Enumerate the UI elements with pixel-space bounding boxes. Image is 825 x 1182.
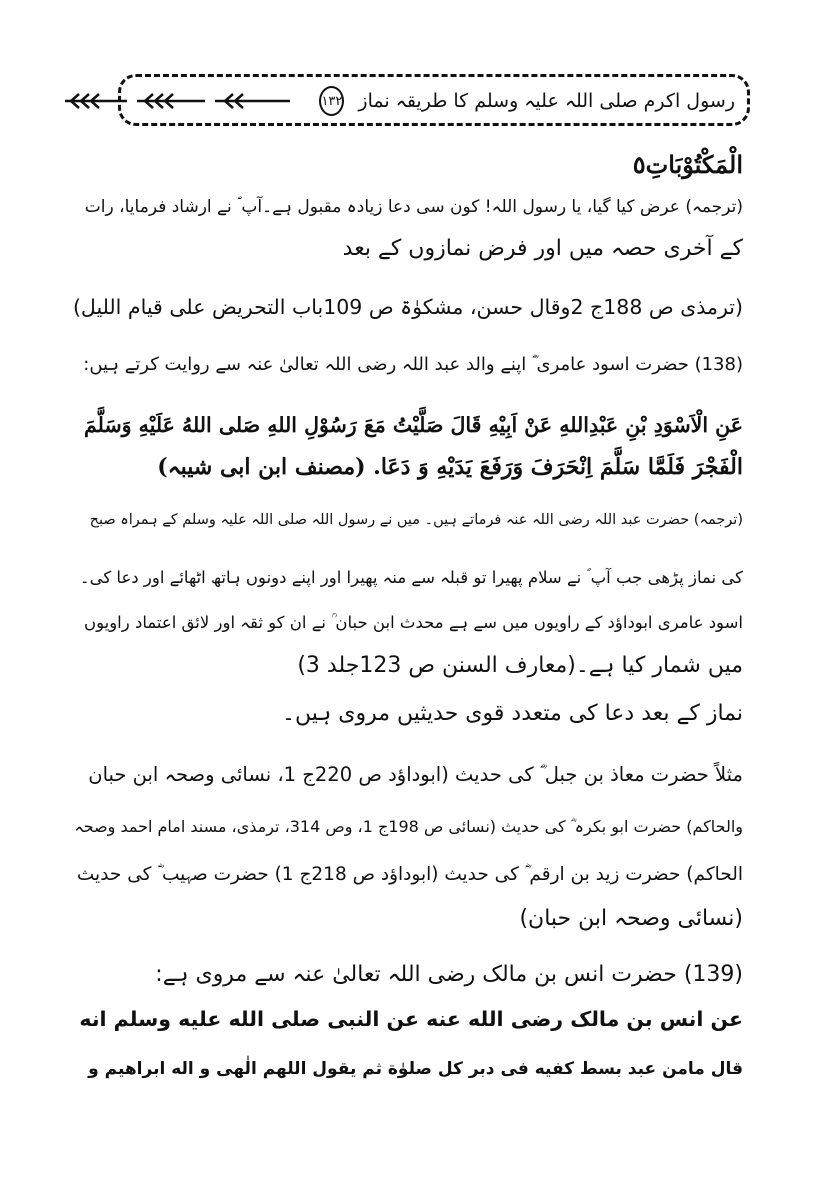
text-line: کے آخری حصہ میں اور فرض نمازوں کے بعد — [342, 236, 743, 261]
text-line: نماز کے بعد دعا کی متعدد قوی حدیثیں مروی ہیں۔ — [282, 701, 743, 726]
hadith-arabic-line: الْفَجْرَ فَلَمَّا سَلَّمَ اِنْحَرَفَ وَرَفَعَ يَدَيْهِ وَ دَعَا. (مصنف ابن ابی شیبہ) — [157, 454, 743, 480]
text-line: (ترجمہ) عرض کیا گیا، یا رسول اللہ! کون سی دعا زیادہ مقبول ہے۔آپ ؐ نے ارشاد فرمایا، رات — [84, 197, 743, 217]
text-line: الْمَكْتُوْبَاتِ٥ — [632, 150, 743, 179]
hadith-arabic-line: عن انس بن مالک رضی الله عنه عن النبی صلی الله علیه وسلم انه — [79, 1007, 743, 1031]
text-line: میں شمار کیا ہے۔(معارف السنن ص 123جلد 3) — [297, 653, 743, 678]
text-line: الحاکم) حضرت زید بن ارقم ؓ کی حدیث (ابوداؤد ص 218ج 1) حضرت صہیب ؓ کی حدیث — [76, 864, 743, 885]
running-header — [135, 86, 735, 116]
header-ornament — [65, 91, 295, 111]
reference-line: (ترمذی ص 188ج 2وقال حسن، مشکوٰۃ ص 109باب التحریض علی قیام اللیل) — [72, 295, 743, 319]
header-title: رسول اکرم صلی اللہ علیہ وسلم کا طریقہ نماز — [358, 90, 735, 112]
text-line: (139) حضرت انس بن مالک رضی اللہ تعالیٰ عنہ سے مروی ہے: — [155, 962, 743, 987]
text-line: (ترجمہ) حضرت عبد اللہ رضی اللہ عنہ فرماتے ہیں۔ میں نے رسول اللہ صلی اللہ علیہ وسلم کے ہمراہ صبح — [89, 512, 743, 528]
arrow-ornament-icon — [65, 91, 295, 111]
text-line: (نسائی وصحہ ابن حبان) — [519, 906, 743, 931]
hadith-arabic-line: عَنِ الْاَسْوَدِ بْنِ عَبْدِاللهِ عَنْ اَبِيْهِ قَالَ صَلَّيْتُ مَعَ رَسُوْلِ اللهِ صَلى اللهُ عَلَيْهِ وَسَلَّمَ — [84, 413, 743, 437]
hadith-arabic-line: قال مامن عبد بسط كفیه فی دبر كل صلوٰة ثم یقول اللهم الٰهی و اله ابراهیم و — [88, 1059, 743, 1079]
text-line: اسود عامری ابوداؤد کے راویوں میں سے ہے محدث ابن حبان ؒ نے ان کو ثقہ اور لائق اعتماد راویوں — [83, 613, 743, 632]
text-line: والحاکم) حضرت ابو بکرہ ؓ کی حدیث (نسائی ص 198ج 1، وص 314، ترمذی، مسند امام احمد وصحہ — [74, 817, 743, 836]
text-line: مثلاً حضرت معاذ بن جبل ؓ کی حدیث (ابوداؤد ص 220ج 1، نسائی وصحہ ابن حبان — [88, 763, 743, 786]
text-line: (138) حضرت اسود عامری ؓ اپنے والد عبد اللہ رضی اللہ تعالیٰ عنہ سے روایت کرتے ہیں: — [83, 354, 743, 375]
page-number-badge: ۱۳۲ — [319, 86, 344, 116]
text-line: کی نماز پڑھی جب آپ ؐ نے سلام پھیرا تو قبلہ سے منہ پھیرا اور اپنے دونوں ہاتھ اٹھائے اور دعا کی۔ — [79, 568, 743, 587]
